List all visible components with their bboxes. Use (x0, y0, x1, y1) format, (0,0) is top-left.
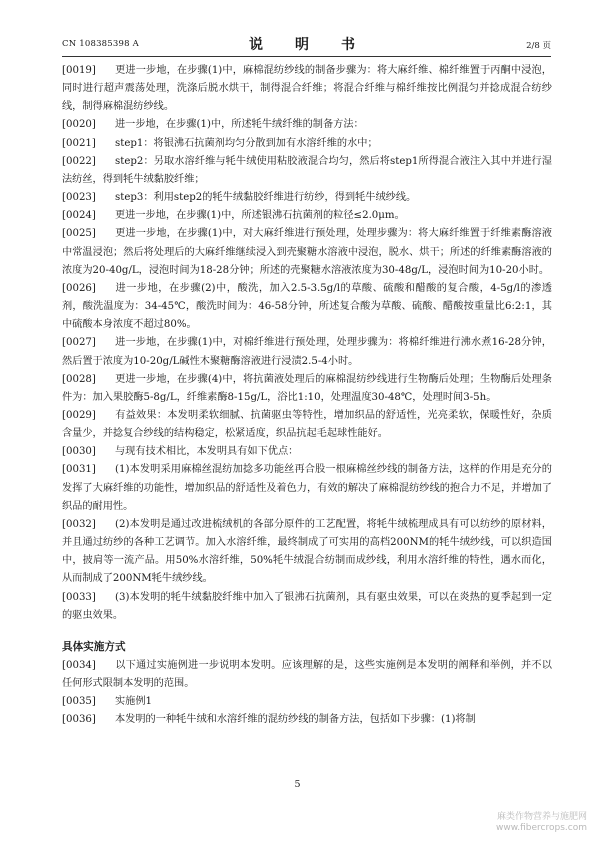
paragraph-number: [0024] (62, 210, 96, 222)
paragraph-number: [0036] (62, 714, 96, 726)
watermark (496, 812, 587, 834)
paragraph-text: 实施例1 (115, 696, 153, 708)
paragraph-text: 本发明的一种牦牛绒和水溶纤维的混纺纱线的制备方法，包括如下步骤：(1)将制 (115, 714, 476, 726)
paragraph (62, 135, 552, 153)
paragraph (62, 371, 552, 407)
paragraph (62, 407, 552, 443)
paragraph-number: [0025] (62, 228, 96, 240)
paragraph-number: [0032] (62, 518, 96, 530)
paragraph-number: [0026] (62, 282, 96, 294)
paragraph-text: step1：将银沸石抗菌剂均匀分散到加有水溶纤维的水中； (115, 137, 378, 149)
paragraph (62, 225, 552, 279)
paragraph-number: [0019] (62, 65, 96, 76)
paragraph-text: (3)本发明的牦牛绒黏胶纤维中加入了银沸石抗菌剂，具有驱虫效果，可以在炎热的夏季起到一定的驱虫效果。 (62, 591, 552, 621)
paragraph-number: [0020] (62, 119, 96, 131)
paragraph-text: 更进一步地，在步骤(1)中，所述银沸石抗菌剂的粒径≤2.0μm。 (115, 210, 405, 222)
paragraph (62, 693, 552, 711)
paragraph (62, 334, 552, 370)
page-of: 2/8 页 (526, 41, 551, 51)
paragraph-number: [0028] (62, 373, 96, 385)
paragraph-text: 进一步地，在步骤(1)中，对棉纤维进行预处理，处理步骤为：将棉纤维进行沸水煮16-28分钟，然后置于浓度为10-20g/L碱性木聚糖酶溶液进行浸渍2.5-4小时。 (62, 337, 552, 367)
doc-number: CN 108385398 A (62, 39, 139, 49)
paragraph-text: 以下通过实施例进一步说明本发明。应该理解的是，这些实施例是本发明的阐释和举例，并不以任何形式限制本发明的范围。 (62, 659, 552, 689)
paragraph-text: 更进一步地，在步骤(1)中，对大麻纤维进行预处理，处理步骤为：将大麻纤维置于纤维素酶溶液中常温浸泡；然后将处理后的大麻纤维继续浸入到壳聚糖水溶液中浸泡，脱水、烘干；所述的纤维素酶溶液的浓度为20-40g/L，浸泡时间为18-28分钟；所述的壳聚糖水溶液浓度为30-48g/L，浸泡时间为10-20小时。 (62, 228, 552, 276)
paragraph (62, 189, 552, 207)
paragraph-number: [0034] (62, 659, 96, 671)
paragraph (62, 62, 552, 116)
paragraph-text: 更进一步地，在步骤(1)中，麻棉混纺纱线的制备步骤为：将大麻纤维、棉纤维置于丙酮中浸泡，同时进行超声震荡处理，洗涤后脱水烘干，制得混合纤维；将混合纤维与棉纤维按比例混匀并捻成混合纺纱线，制得麻棉混纺纱线。 (62, 65, 552, 113)
paragraph (62, 116, 552, 134)
paragraph (62, 589, 552, 625)
paragraph (62, 280, 552, 334)
paragraph-number: [0023] (62, 192, 96, 204)
paragraph-number: [0033] (62, 591, 96, 603)
watermark-line-1: 麻类作物营养与施肥网 (496, 812, 587, 822)
paragraph-number: [0029] (62, 409, 96, 421)
header-rule (62, 56, 551, 57)
paragraph-text: (2)本发明是通过改进梳绒机的各部分原件的工艺配置，将牦牛绒梳理成具有可以纺纱的原材料，并且通过纺纱的各种工艺调节。加入水溶纤维，最终制成了可实用的高档200NM的牦牛绒纱线，可以织造国中，披肩等一流产品。用50%水溶纤维，50%牦牛绒混合纺制而成纱线，利用水溶纤维的特性，遇水而化，从而制成了200NM牦牛绒纱线。 (62, 518, 552, 585)
paragraph-text: 更进一步地，在步骤(4)中，将抗菌液处理后的麻棉混纺纱线进行生物酶后处理；生物酶后处理条件为：加入果胶酶5-8g/L，纤维素酶8-15g/L，浴比1:10，处理温度30-48℃，处理时间3-5h。 (62, 373, 552, 403)
paragraph-text: 进一步地，在步骤(2)中，酸洗，加入2.5-3.5g/l的草酸、硫酸和醋酸的复合酸，4-5g/l的渗透剂，酸洗温度为：34-45℃，酸洗时间为：46-58分钟，所述复合酸为草酸、硫酸、醋酸按重量比6:2:1，其中硫酸本身浓度不超过80%。 (62, 282, 552, 331)
paragraph (62, 516, 552, 589)
page-header (62, 34, 551, 54)
paragraph-list (62, 62, 552, 625)
paragraph (62, 461, 552, 515)
section-title: 具体实施方式 (62, 640, 126, 653)
paragraph (62, 207, 552, 225)
paragraph (62, 443, 552, 461)
document-body (62, 62, 552, 729)
paragraph-number: [0022] (62, 155, 96, 167)
doc-title: 说 明 书 (249, 37, 364, 53)
page-number: 5 (294, 779, 301, 790)
paragraph-text: 进一步地，在步骤(1)中，所述牦牛绒纤维的制备方法： (115, 119, 364, 131)
watermark-line-2: www.fibercrops.com (496, 823, 587, 833)
paragraph-number: [0030] (62, 446, 96, 458)
paragraph-number: [0021] (62, 137, 96, 149)
paragraph-text: step2：另取水溶纤维与牦牛绒使用粘胶液混合均匀，然后将step1所得混合液注入其中并进行湿法纺丝，得到牦牛绒黏胶纤维； (62, 155, 552, 185)
paragraph (62, 711, 552, 729)
paragraph (62, 153, 552, 189)
paragraph-text: 与现有技术相比，本发明具有如下优点： (115, 446, 299, 458)
paragraph-text: step3：利用step2的牦牛绒黏胶纤维进行纺纱，得到牦牛绒纱线。 (115, 192, 417, 204)
paragraph-number: [0031] (62, 464, 96, 476)
paragraph-number: [0035] (62, 696, 96, 708)
paragraph (62, 657, 552, 693)
paragraph-text: 有益效果：本发明柔软细腻、抗菌驱虫等特性，增加织品的舒适性，光亮柔软，保暖性好，杂质含量少，并捻复合纱线的结构稳定，松紧适度，织品抗起毛起球性能好。 (62, 409, 552, 440)
paragraph-number: [0027] (62, 337, 96, 349)
paragraph-text: (1)本发明采用麻棉丝混纺加捻多功能丝再合股一根麻棉丝纱线的制备方法，这样的作用是充分的发挥了大麻纤维的功能性，增加织品的舒适性及着色力，有效的解决了麻棉混纺纱线的抱合力不足，并增加了织品的耐用性。 (62, 464, 552, 512)
paragraph-list-embodiments (62, 657, 552, 730)
